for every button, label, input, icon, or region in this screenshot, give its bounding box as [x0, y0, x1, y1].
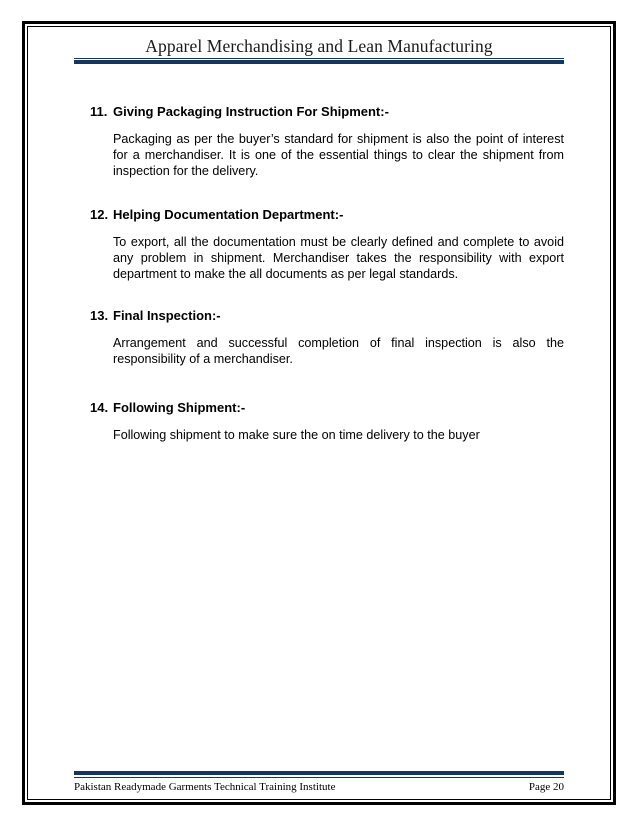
footer-rule [74, 777, 564, 778]
page-number: Page 20 [528, 781, 564, 793]
section-following-shipment [90, 400, 564, 443]
section-title: Final Inspection:- [113, 308, 221, 323]
section-packaging-instruction [90, 104, 564, 179]
section-heading [90, 400, 564, 416]
header-rule-thick [74, 60, 564, 64]
section-final-inspection [90, 308, 564, 367]
footer-rule-thick [74, 771, 564, 775]
footer-institute: Pakistan Readymade Garments Technical Training Institute [74, 781, 336, 793]
section-heading [90, 308, 564, 324]
section-paragraph: To export, all the documentation must be clearly defined and complete to avoid any problem in shipment. Merchandiser takes the responsibility with export department to make the all documents as per legal standards. [113, 235, 564, 281]
section-heading [90, 104, 564, 120]
section-documentation [90, 207, 564, 282]
section-paragraph: Arrangement and successful completion of final inspection is also the responsibility of a merchandiser. [113, 336, 564, 366]
section-title: Giving Packaging Instruction For Shipment:- [113, 104, 389, 119]
header-rule [74, 58, 564, 59]
section-title: Helping Documentation Department:- [113, 207, 344, 222]
section-number: 12. [90, 207, 109, 222]
section-heading [90, 207, 564, 223]
section-number: 13. [90, 308, 109, 323]
header-title: Apparel Merchandising and Lean Manufacturing [145, 36, 493, 56]
section-paragraph: Packaging as per the buyer’s standard for shipment is also the point of interest for a merchandiser. It is one of the essential things to clear the shipment from inspection for the delivery. [113, 132, 564, 178]
section-number: 11. [90, 104, 108, 119]
section-paragraph: Following shipment to make sure the on time delivery to the buyer [113, 428, 480, 442]
section-number: 14. [90, 400, 109, 415]
section-title: Following Shipment:- [113, 400, 246, 415]
